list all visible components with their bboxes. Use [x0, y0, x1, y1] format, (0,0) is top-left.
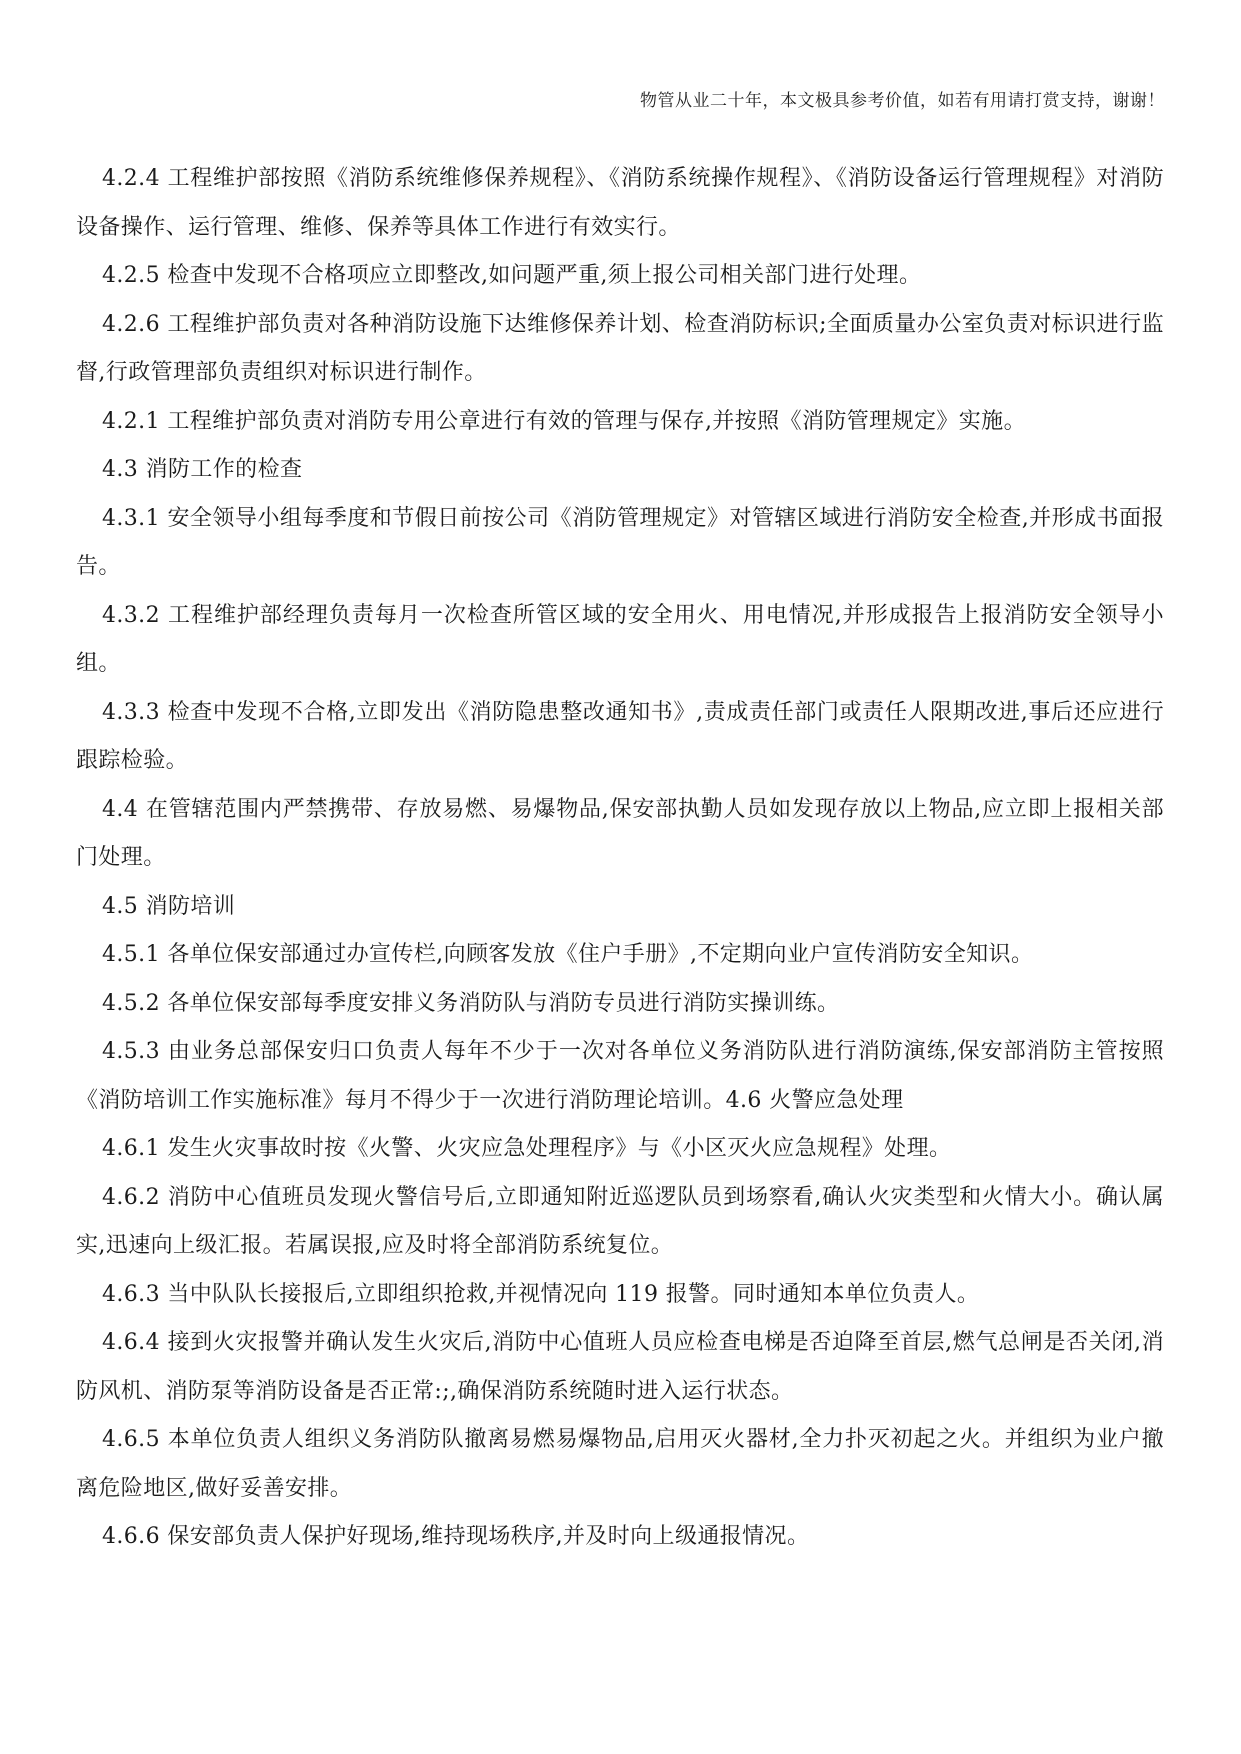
paragraph-4-5-3: 4.5.3 由业务总部保安归口负责人每年不少于一次对各单位义务消防队进行消防演练,保安部消防主管按照《消防培训工作实施标准》每月不得少于一次进行消防理论培训。4.6 火警应急处理 [76, 1039, 1164, 1113]
paragraph-4-6-6: 4.6.6 保安部负责人保护好现场,维持现场秩序,并及时向上级通报情况。 [102, 1524, 810, 1549]
paragraph-4-2-4: 4.2.4 工程维护部按照《消防系统维修保养规程》、《消防系统操作规程》、《消防设备运行管理规程》对消防设备操作、运行管理、维修、保养等具体工作进行有效实行。 [76, 166, 1164, 240]
paragraph-4-2-5: 4.2.5 检查中发现不合格项应立即整改,如问题严重,须上报公司相关部门进行处理。 [102, 263, 922, 288]
paragraph-4-3-3: 4.3.3 检查中发现不合格,立即发出《消防隐患整改通知书》,责成责任部门或责任人限期改进,事后还应进行跟踪检验。 [76, 699, 1164, 773]
paragraph-4-4: 4.4 在管辖范围内严禁携带、存放易燃、易爆物品,保安部执勤人员如发现存放以上物品,应立即上报相关部门处理。 [76, 796, 1164, 870]
paragraph-4-5-1: 4.5.1 各单位保安部通过办宣传栏,向顾客发放《住户手册》,不定期向业户宣传消防安全知识。 [102, 942, 1034, 967]
paragraph-4-2-1: 4.2.1 工程维护部负责对消防专用公章进行有效的管理与保存,并按照《消防管理规定》实施。 [102, 408, 1026, 434]
paragraph-4-6-5: 4.6.5 本单位负责人组织义务消防队撤离易燃易爆物品,启用灭火器材,全力扑灭初起之火。并组织为业户撤离危险地区,做好妥善安排。 [76, 1427, 1164, 1501]
paragraph-4-3-1: 4.3.1 安全领导小组每季度和节假日前按公司《消防管理规定》对管辖区域进行消防安全检查,并形成书面报告。 [76, 505, 1164, 579]
paragraph-4-5-2: 4.5.2 各单位保安部每季度安排义务消防队与消防专员进行消防实操训练。 [102, 990, 840, 1016]
section-heading-4-3: 4.3 消防工作的检查 [102, 457, 303, 482]
paragraph-4-6-3: 4.6.3 当中队队长接报后,立即组织抢救,并视情况向 119 报警。同时通知本单位负责人。 [102, 1281, 980, 1307]
paragraph-4-3-2: 4.3.2 工程维护部经理负责每月一次检查所管区域的安全用火、用电情况,并形成报告上报消防安全领导小组。 [76, 602, 1164, 676]
paragraph-4-2-6: 4.2.6 工程维护部负责对各种消防设施下达维修保养计划、检查消防标识;全面质量办公室负责对标识进行监督,行政管理部负责组织对标识进行制作。 [76, 311, 1164, 385]
paragraph-4-6-2: 4.6.2 消防中心值班员发现火警信号后,立即通知附近巡逻队员到场察看,确认火灾类型和火情大小。确认属实,迅速向上级汇报。若属误报,应及时将全部消防系统复位。 [76, 1184, 1164, 1258]
paragraph-4-6-4: 4.6.4 接到火灾报警并确认发生火灾后,消防中心值班人员应检查电梯是否迫降至首层,燃气总闸是否关闭,消防风机、消防泵等消防设备是否正常:;,确保消防系统随时进入运行状态。 [76, 1330, 1164, 1404]
paragraph-4-6-1: 4.6.1 发生火灾事故时按《火警、火灾应急处理程序》与《小区灭火应急规程》处理。 [102, 1136, 952, 1161]
document-body [76, 155, 1164, 1562]
section-heading-4-5: 4.5 消防培训 [102, 893, 236, 919]
header-note: 物管从业二十年，本文极具参考价值，如若有用请打赏支持，谢谢！ [640, 91, 1165, 111]
